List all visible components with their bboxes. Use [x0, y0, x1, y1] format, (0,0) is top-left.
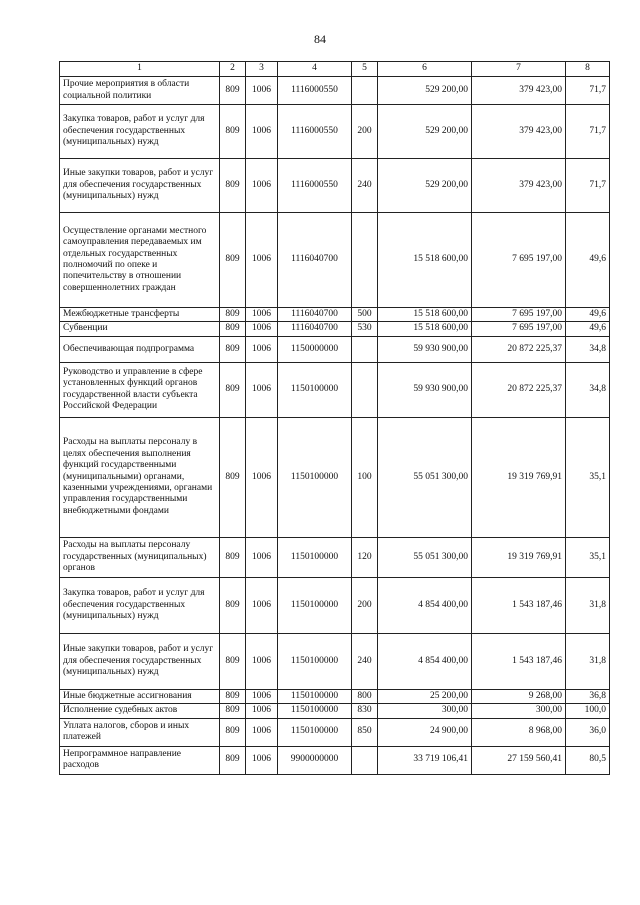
- target-article-cell: 1116000550: [278, 77, 352, 105]
- row-name-cell: Осуществление органами местного самоуправления передаваемых им отдельных государственных полномочий по опеке и попечительству в отношении совершеннолетних граждан: [60, 213, 220, 308]
- planned-amount-cell: 4 854 400,00: [378, 633, 472, 689]
- target-article-cell: 1150100000: [278, 718, 352, 746]
- row-name-cell: Расходы на выплаты персоналу государственных (муниципальных) органов: [60, 537, 220, 577]
- executed-amount-cell: 379 423,00: [472, 105, 566, 159]
- ministry-code-cell: 809: [220, 77, 246, 105]
- executed-amount-cell: 9 268,00: [472, 689, 566, 703]
- table-row: [60, 718, 610, 746]
- table-row: [60, 159, 610, 213]
- section-code-cell: 1006: [246, 718, 278, 746]
- ministry-code-cell: 809: [220, 362, 246, 417]
- budget-table: [59, 61, 610, 775]
- execution-percent-cell: 71,7: [566, 105, 610, 159]
- executed-amount-cell: 7 695 197,00: [472, 322, 566, 336]
- header-row: [60, 62, 610, 77]
- execution-percent-cell: 35,1: [566, 417, 610, 537]
- ministry-code-cell: 809: [220, 159, 246, 213]
- expense-type-cell: 500: [352, 308, 378, 322]
- row-name-cell: Расходы на выплаты персоналу в целях обеспечения выполнения функций государственными (муниципальными) органами, казенными учреждениями, органами управления государственными внебюджетными фондами: [60, 417, 220, 537]
- column-header: 3: [246, 62, 278, 77]
- row-name-cell: Руководство и управление в сфере установленных функций органов государственной власти субъекта Российской Федерации: [60, 362, 220, 417]
- expense-type-cell: 240: [352, 159, 378, 213]
- target-article-cell: 1150100000: [278, 633, 352, 689]
- target-article-cell: 9900000000: [278, 746, 352, 774]
- target-article-cell: 1116000550: [278, 105, 352, 159]
- column-header: 8: [566, 62, 610, 77]
- planned-amount-cell: 25 200,00: [378, 689, 472, 703]
- table-row: [60, 308, 610, 322]
- target-article-cell: 1150100000: [278, 362, 352, 417]
- row-name-cell: Уплата налогов, сборов и иных платежей: [60, 718, 220, 746]
- section-code-cell: 1006: [246, 417, 278, 537]
- column-header: 6: [378, 62, 472, 77]
- table-row: [60, 417, 610, 537]
- executed-amount-cell: 19 319 769,91: [472, 417, 566, 537]
- ministry-code-cell: 809: [220, 213, 246, 308]
- table-row: [60, 105, 610, 159]
- target-article-cell: 1150100000: [278, 577, 352, 633]
- executed-amount-cell: 27 159 560,41: [472, 746, 566, 774]
- page-number: 84: [314, 32, 326, 46]
- section-code-cell: 1006: [246, 308, 278, 322]
- ministry-code-cell: 809: [220, 746, 246, 774]
- execution-percent-cell: 71,7: [566, 77, 610, 105]
- execution-percent-cell: 100,0: [566, 704, 610, 718]
- expense-type-cell: 240: [352, 633, 378, 689]
- section-code-cell: 1006: [246, 633, 278, 689]
- planned-amount-cell: 33 719 106,41: [378, 746, 472, 774]
- section-code-cell: 1006: [246, 77, 278, 105]
- table-row: [60, 322, 610, 336]
- target-article-cell: 1150100000: [278, 417, 352, 537]
- expense-type-cell: [352, 746, 378, 774]
- target-article-cell: 1116040700: [278, 213, 352, 308]
- row-name-cell: Закупка товаров, работ и услуг для обеспечения государственных (муниципальных) нужд: [60, 105, 220, 159]
- target-article-cell: 1150100000: [278, 704, 352, 718]
- planned-amount-cell: 55 051 300,00: [378, 417, 472, 537]
- execution-percent-cell: 71,7: [566, 159, 610, 213]
- target-article-cell: 1116040700: [278, 308, 352, 322]
- column-header: 1: [60, 62, 220, 77]
- expense-type-cell: 830: [352, 704, 378, 718]
- section-code-cell: 1006: [246, 336, 278, 362]
- planned-amount-cell: 300,00: [378, 704, 472, 718]
- section-code-cell: 1006: [246, 322, 278, 336]
- section-code-cell: 1006: [246, 105, 278, 159]
- row-name-cell: Межбюджетные трансферты: [60, 308, 220, 322]
- section-code-cell: 1006: [246, 213, 278, 308]
- planned-amount-cell: 15 518 600,00: [378, 213, 472, 308]
- ministry-code-cell: 809: [220, 417, 246, 537]
- planned-amount-cell: 529 200,00: [378, 105, 472, 159]
- row-name-cell: Иные бюджетные ассигнования: [60, 689, 220, 703]
- row-name-cell: Обеспечивающая подпрограмма: [60, 336, 220, 362]
- row-name-cell: Иные закупки товаров, работ и услуг для обеспечения государственных (муниципальных) нужд: [60, 159, 220, 213]
- planned-amount-cell: 15 518 600,00: [378, 322, 472, 336]
- execution-percent-cell: 36,8: [566, 689, 610, 703]
- expense-type-cell: [352, 336, 378, 362]
- execution-percent-cell: 36,0: [566, 718, 610, 746]
- table-row: [60, 633, 610, 689]
- planned-amount-cell: 529 200,00: [378, 159, 472, 213]
- section-code-cell: 1006: [246, 689, 278, 703]
- execution-percent-cell: 49,6: [566, 213, 610, 308]
- planned-amount-cell: 15 518 600,00: [378, 308, 472, 322]
- expense-type-cell: 530: [352, 322, 378, 336]
- ministry-code-cell: 809: [220, 718, 246, 746]
- execution-percent-cell: 35,1: [566, 537, 610, 577]
- execution-percent-cell: 34,8: [566, 362, 610, 417]
- ministry-code-cell: 809: [220, 105, 246, 159]
- column-header: 7: [472, 62, 566, 77]
- executed-amount-cell: 379 423,00: [472, 77, 566, 105]
- row-name-cell: Закупка товаров, работ и услуг для обеспечения государственных (муниципальных) нужд: [60, 577, 220, 633]
- ministry-code-cell: 809: [220, 308, 246, 322]
- ministry-code-cell: 809: [220, 577, 246, 633]
- table-row: [60, 577, 610, 633]
- ministry-code-cell: 809: [220, 322, 246, 336]
- executed-amount-cell: 20 872 225,37: [472, 336, 566, 362]
- section-code-cell: 1006: [246, 537, 278, 577]
- table-row: [60, 537, 610, 577]
- ministry-code-cell: 809: [220, 704, 246, 718]
- execution-percent-cell: 49,6: [566, 308, 610, 322]
- row-name-cell: Субвенции: [60, 322, 220, 336]
- table-row: [60, 746, 610, 774]
- ministry-code-cell: 809: [220, 633, 246, 689]
- table-row: [60, 689, 610, 703]
- planned-amount-cell: 4 854 400,00: [378, 577, 472, 633]
- expense-type-cell: 100: [352, 417, 378, 537]
- section-code-cell: 1006: [246, 362, 278, 417]
- target-article-cell: 1116040700: [278, 322, 352, 336]
- ministry-code-cell: 809: [220, 537, 246, 577]
- executed-amount-cell: 7 695 197,00: [472, 213, 566, 308]
- ministry-code-cell: 809: [220, 336, 246, 362]
- executed-amount-cell: 7 695 197,00: [472, 308, 566, 322]
- section-code-cell: 1006: [246, 704, 278, 718]
- target-article-cell: 1150100000: [278, 537, 352, 577]
- expense-type-cell: 200: [352, 105, 378, 159]
- table-row: [60, 77, 610, 105]
- ministry-code-cell: 809: [220, 689, 246, 703]
- planned-amount-cell: 55 051 300,00: [378, 537, 472, 577]
- section-code-cell: 1006: [246, 746, 278, 774]
- expense-type-cell: 850: [352, 718, 378, 746]
- executed-amount-cell: 300,00: [472, 704, 566, 718]
- target-article-cell: 1150000000: [278, 336, 352, 362]
- column-header: 2: [220, 62, 246, 77]
- expense-type-cell: 800: [352, 689, 378, 703]
- row-name-cell: Иные закупки товаров, работ и услуг для обеспечения государственных (муниципальных) нужд: [60, 633, 220, 689]
- target-article-cell: 1150100000: [278, 689, 352, 703]
- table-row: [60, 362, 610, 417]
- target-article-cell: 1116000550: [278, 159, 352, 213]
- planned-amount-cell: 24 900,00: [378, 718, 472, 746]
- column-header: 4: [278, 62, 352, 77]
- execution-percent-cell: 31,8: [566, 577, 610, 633]
- executed-amount-cell: 20 872 225,37: [472, 362, 566, 417]
- executed-amount-cell: 379 423,00: [472, 159, 566, 213]
- row-name-cell: Прочие мероприятия в области социальной политики: [60, 77, 220, 105]
- table-row: [60, 336, 610, 362]
- expense-type-cell: [352, 213, 378, 308]
- executed-amount-cell: 19 319 769,91: [472, 537, 566, 577]
- execution-percent-cell: 34,8: [566, 336, 610, 362]
- execution-percent-cell: 31,8: [566, 633, 610, 689]
- row-name-cell: Непрограммное направление расходов: [60, 746, 220, 774]
- executed-amount-cell: 8 968,00: [472, 718, 566, 746]
- expense-type-cell: 120: [352, 537, 378, 577]
- planned-amount-cell: 59 930 900,00: [378, 362, 472, 417]
- table-row: [60, 213, 610, 308]
- section-code-cell: 1006: [246, 577, 278, 633]
- execution-percent-cell: 49,6: [566, 322, 610, 336]
- section-code-cell: 1006: [246, 159, 278, 213]
- row-name-cell: Исполнение судебных актов: [60, 704, 220, 718]
- table-row: [60, 704, 610, 718]
- expense-type-cell: [352, 362, 378, 417]
- executed-amount-cell: 1 543 187,46: [472, 633, 566, 689]
- planned-amount-cell: 529 200,00: [378, 77, 472, 105]
- expense-type-cell: [352, 77, 378, 105]
- executed-amount-cell: 1 543 187,46: [472, 577, 566, 633]
- planned-amount-cell: 59 930 900,00: [378, 336, 472, 362]
- expense-type-cell: 200: [352, 577, 378, 633]
- column-header: 5: [352, 62, 378, 77]
- execution-percent-cell: 80,5: [566, 746, 610, 774]
